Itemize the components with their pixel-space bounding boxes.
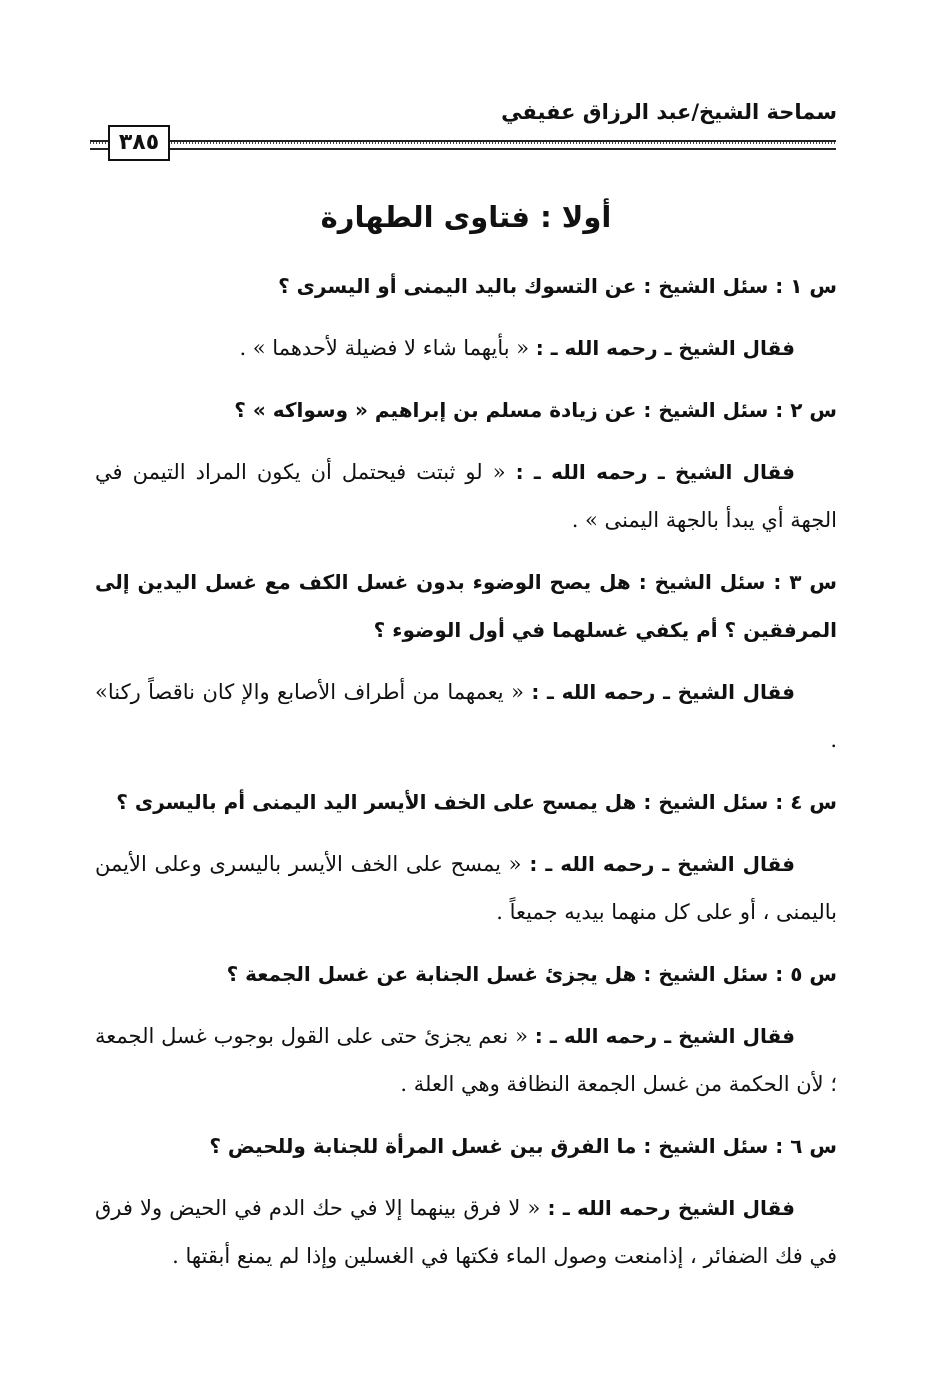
answer-5	[95, 1012, 837, 1108]
question-6: س ٦ : سئل الشيخ : ما الفرق بين غسل المرأة للجنابة وللحيض ؟	[209, 1134, 837, 1158]
question-5: س ٥ : سئل الشيخ : هل يجزئ غسل الجنابة عن غسل الجمعة ؟	[226, 962, 837, 986]
answer-text: « لا فرق بينهما إلا في حك الدم في الحيض ولا فرق في فك الضفائر ، إذامنعت وصول الماء فكتها في الغسلين وإذا لم يمنع أبقتها .	[95, 1196, 837, 1268]
answer-4	[95, 840, 837, 936]
question-4: س ٤ : سئل الشيخ : هل يمسح على الخف الأيسر اليد اليمنى أم باليسرى ؟	[116, 790, 837, 814]
header-rule-pattern	[90, 142, 836, 144]
answer-text: « يعمهما من أطراف الأصابع والإ كان ناقصاً ركنا» .	[95, 680, 837, 752]
answer-lead: فقال الشيخ ـ رحمه الله ـ :	[534, 1024, 795, 1048]
answer-text: « لو ثبتت فيحتمل أن يكون المراد التيمن في الجهة أي يبدأ بالجهة اليمنى » .	[95, 460, 837, 532]
section-title: أولا : فتاوى الطهارة	[320, 200, 612, 234]
question-1: س ١ : سئل الشيخ : عن التسوك باليد اليمنى أو اليسرى ؟	[278, 274, 837, 298]
running-header: سماحة الشيخ/عبد الرزاق عفيفي	[501, 100, 837, 124]
answer-text: « يمسح على الخف الأيسر باليسرى وعلى الأيمن باليمنى ، أو على كل منهما بيديه جميعاً .	[95, 852, 837, 924]
answer-3	[95, 668, 837, 764]
answer-lead: فقال الشيخ ـ رحمه الله ـ :	[515, 460, 796, 484]
question-2: س ٢ : سئل الشيخ : عن زيادة مسلم بن إبراهيم « وسواكه » ؟	[234, 398, 837, 422]
answer-lead: فقال الشيخ رحمه الله ـ :	[547, 1196, 795, 1220]
answer-lead: فقال الشيخ ـ رحمه الله ـ :	[529, 852, 795, 876]
page-number: ٣٨٥	[108, 125, 170, 161]
question-3: س ٣ : سئل الشيخ : هل يصح الوضوء بدون غسل الكف مع غسل اليدين إلى المرفقين ؟ أم يكفي غسلهما في أول الوضوء ؟	[95, 570, 837, 642]
answer-6	[95, 1184, 837, 1280]
answer-2	[95, 448, 837, 544]
answer-lead: فقال الشيخ ـ رحمه الله ـ :	[535, 336, 795, 360]
fatwa-list	[95, 262, 837, 1294]
answer-lead: فقال الشيخ ـ رحمه الله ـ :	[531, 680, 795, 704]
answer-text: « نعم يجزئ حتى على القول بوجوب غسل الجمعة ؛ لأن الحكمة من غسل الجمعة النظافة وهي العلة .	[95, 1024, 837, 1096]
answer-1	[95, 324, 837, 372]
answer-text: « بأيهما شاء لا فضيلة لأحدهما » .	[239, 336, 530, 360]
